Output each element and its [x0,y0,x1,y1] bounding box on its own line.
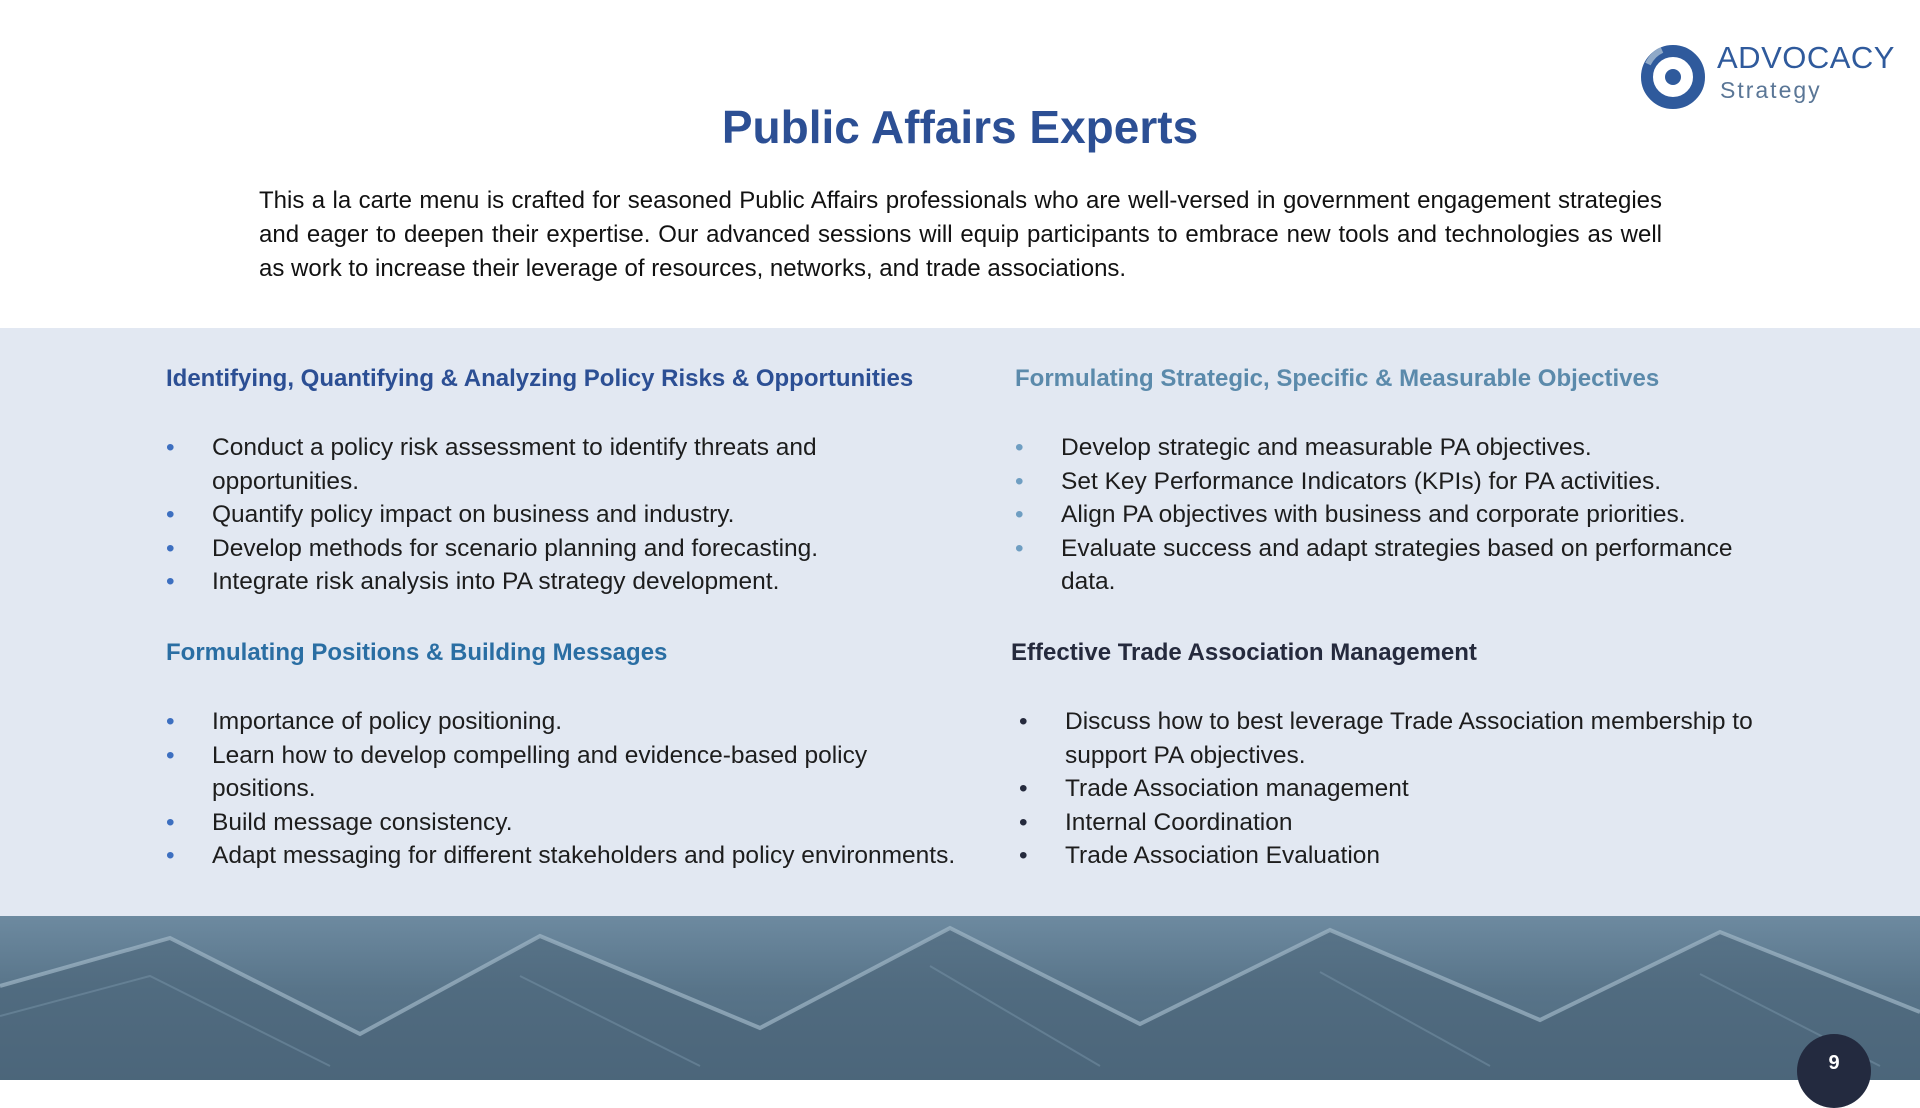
bullet-text: Trade Association management [1065,775,1409,802]
logo-text [1717,40,1895,104]
bullet-item [166,431,956,498]
bullet-icon: • [166,568,175,595]
bullet-item [166,739,956,806]
section-trade-association [1011,636,1791,873]
bullet-text: Discuss how to best leverage Trade Association membership to support PA objectives. [1065,708,1753,769]
bullet-item [166,806,956,840]
section-title: Formulating Strategic, Specific & Measurable Objectives [1015,365,1660,392]
intro-paragraph: This a la carte menu is crafted for seasoned Public Affairs professionals who are well-versed in government engagement strategies and eager to deepen their expertise. Our advanced sessions will equip participants to embrace new tools and technologies as well as work to increase their leverage of resources, networks, and trade associations. [259,187,1662,282]
bullet-text: Internal Coordination [1065,808,1293,836]
bullet-text: Importance of policy positioning. [212,708,562,735]
page-title: Public Affairs Experts [721,101,1199,153]
page-number-badge: 9 [1797,1034,1871,1108]
bullet-icon: • [1015,501,1024,528]
bullet-item [166,532,956,566]
bullet-text: Adapt messaging for different stakeholders and policy environments. [212,842,956,869]
bullet-icon: • [1015,534,1024,562]
bullet-item [1015,498,1785,532]
bullet-item [1015,532,1785,599]
bullet-text: Align PA objectives with business and corporate priorities. [1061,501,1686,528]
logo-word-strategy: Strategy [1720,77,1822,103]
bullet-item [166,839,956,873]
bullet-list [166,705,956,873]
bullet-item [166,498,956,532]
bullet-item [1015,465,1785,499]
bullet-icon: • [166,501,175,528]
bullet-icon: • [1015,434,1024,461]
bullet-icon: • [166,842,175,869]
bullet-list [166,431,956,599]
bullet-icon: • [166,808,175,836]
bullet-item [166,705,956,739]
bullet-text: Set Key Performance Indicators (KPIs) for PA activities. [1061,467,1662,495]
section-title: Identifying, Quantifying & Analyzing Policy Risks & Opportunities [166,365,914,392]
bullet-text: Quantify policy impact on business and industry. [212,501,735,528]
bullet-icon: • [1019,775,1028,802]
bullet-icon: • [1019,808,1028,836]
bullet-item [1019,839,1791,873]
bullet-icon: • [166,708,175,735]
bullet-icon: • [166,434,175,461]
section-strategic-objectives [1015,362,1785,599]
bullet-icon: • [1015,467,1024,495]
bullet-text: Develop strategic and measurable PA objectives. [1061,434,1592,461]
bullet-text: Evaluate success and adapt strategies based on performance data. [1061,534,1733,595]
bullet-text: Learn how to develop compelling and evidence-based policy positions. [212,741,868,802]
bullet-icon: • [1019,708,1028,735]
bullet-icon: • [166,534,175,562]
bullet-item [166,565,956,599]
bullet-list [1011,705,1791,873]
bullet-item [1019,772,1791,806]
bullet-text: Build message consistency. [212,808,513,836]
bullet-list [1015,431,1785,599]
section-policy-risks [166,362,956,599]
bullet-item [1015,431,1785,465]
bullet-item [1019,705,1791,772]
roof-pattern-graphic [0,916,1920,1080]
bullet-icon: • [1019,842,1028,869]
footer-architecture-image [0,916,1920,1080]
section-title: Formulating Positions & Building Messages [166,639,668,666]
bullet-icon: • [166,741,175,769]
section-title: Effective Trade Association Management [1011,639,1477,666]
logo-word-advocacy: ADVOCACY [1717,40,1895,75]
bullet-text: Trade Association Evaluation [1065,842,1381,869]
bullet-text: Integrate risk analysis into PA strategy development. [212,568,780,595]
bullet-item [1019,806,1791,840]
bullet-text: Conduct a policy risk assessment to identify threats and opportunities. [212,434,817,495]
section-positions-messages [166,636,956,873]
bullet-text: Develop methods for scenario planning and forecasting. [212,534,819,562]
